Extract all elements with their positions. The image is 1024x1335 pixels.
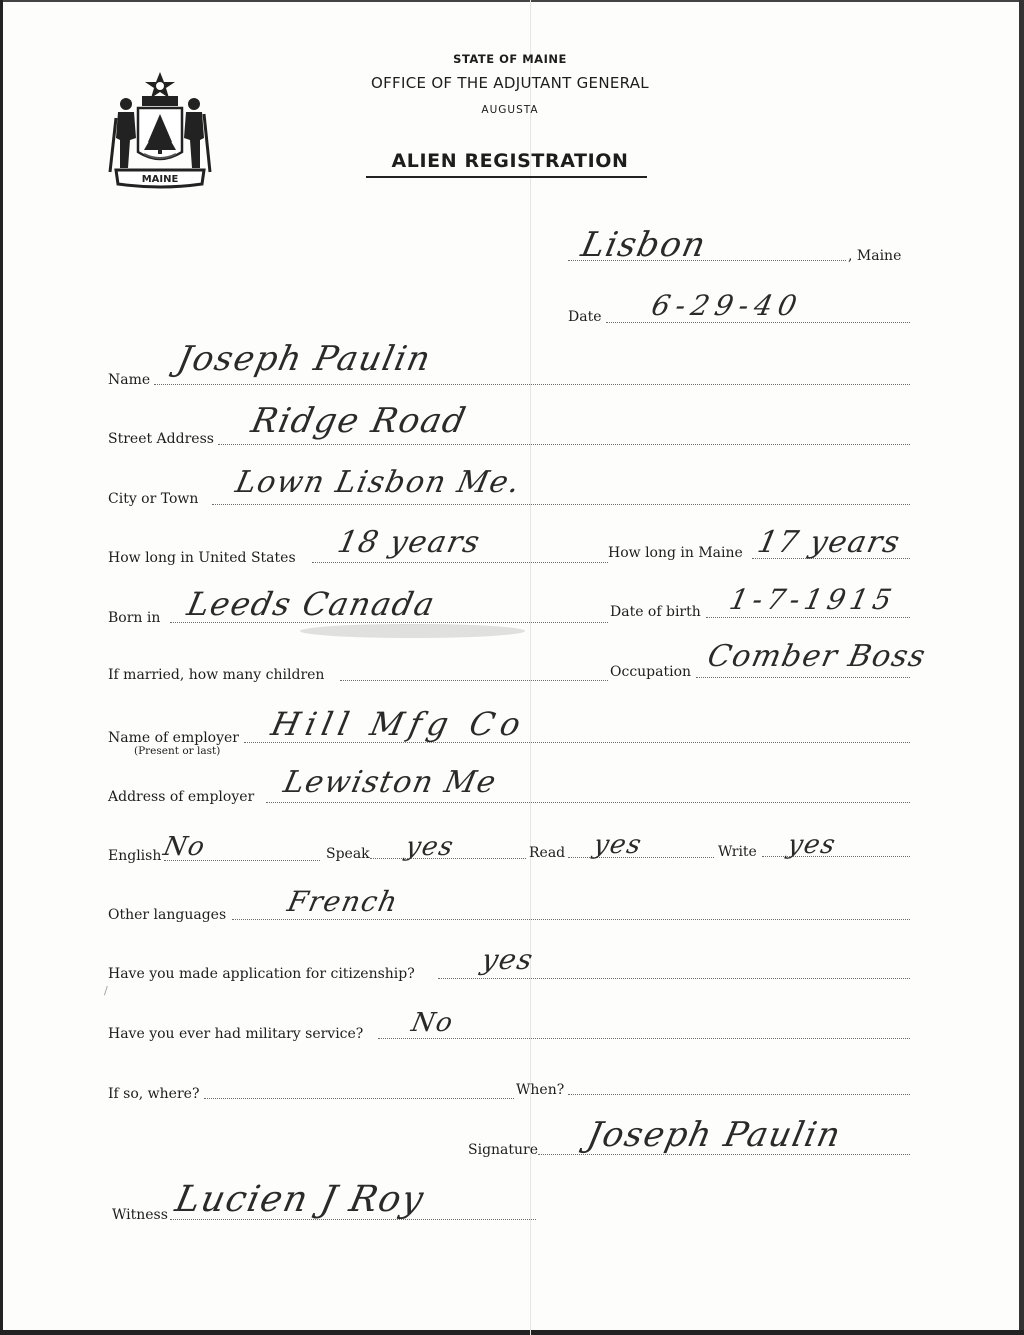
town-value: Lisbon — [577, 225, 711, 265]
read-line — [568, 857, 714, 858]
other-languages-value: French — [284, 885, 402, 918]
maine-state-seal-icon — [108, 68, 212, 192]
form-title: ALIEN REGISTRATION — [391, 150, 629, 172]
where-line — [204, 1098, 514, 1099]
occupation-line — [696, 677, 910, 678]
employer-address-value: Lewiston Me — [280, 765, 501, 800]
ink-smudge — [300, 624, 525, 638]
occupation-value: Comber Boss — [704, 639, 930, 674]
read-label: Read — [529, 845, 566, 861]
dob-label: Date of birth — [610, 604, 701, 620]
write-label: Write — [718, 844, 757, 860]
occupation-label: Occupation — [610, 664, 692, 680]
employer-value: Hill Mfg Co — [267, 705, 530, 743]
signature-value: Joseph Paulin — [583, 1115, 846, 1155]
maine-suffix-label: , Maine — [848, 248, 902, 264]
date-label: Date — [568, 309, 602, 325]
employer-label: Name of employer — [108, 730, 239, 746]
name-label: Name — [108, 372, 151, 388]
when-line — [568, 1094, 910, 1095]
paper-fold-line — [530, 0, 531, 1335]
citizenship-value: yes — [478, 943, 537, 976]
name-value: Joseph Paulin — [173, 339, 436, 379]
english-value: No — [160, 832, 209, 862]
office-heading: OFFICE OF THE ADJUTANT GENERAL — [371, 74, 649, 92]
speak-value: yes — [402, 832, 458, 862]
maine-duration-label: How long in Maine — [608, 545, 743, 561]
citizenship-line — [438, 978, 910, 979]
scan-border-right — [1019, 0, 1024, 1335]
scan-border-left — [0, 0, 3, 1335]
witness-value: Lucien J Roy — [171, 1179, 429, 1220]
speak-label: Speak — [326, 846, 370, 862]
title-underline — [366, 176, 647, 178]
us-duration-label: How long in United States — [108, 550, 296, 566]
employer-address-label: Address of employer — [108, 789, 255, 805]
employer-sublabel: (Present or last) — [134, 745, 221, 757]
other-languages-label: Other languages — [108, 907, 227, 923]
employer-address-line — [266, 802, 910, 803]
read-value: yes — [590, 830, 646, 860]
citizenship-label: Have you made application for citizenship? — [108, 966, 415, 982]
seal-text: MAINE — [141, 174, 179, 185]
date-value: 6-29-40 — [648, 289, 806, 322]
maine-duration-value: 17 years — [754, 525, 904, 560]
signature-label: Signature — [468, 1142, 539, 1158]
city-line — [212, 504, 910, 505]
military-value: No — [408, 1008, 457, 1038]
dob-value: 1-7-1915 — [726, 583, 900, 616]
street-value: Ridge Road — [247, 401, 471, 441]
children-line — [340, 680, 608, 681]
street-label: Street Address — [108, 431, 214, 447]
write-value: yes — [784, 830, 840, 860]
stray-mark: / — [104, 984, 108, 997]
city-value: Lown Lisbon Me. — [232, 465, 524, 500]
military-label: Have you ever had military service? — [108, 1026, 364, 1042]
us-duration-line — [312, 562, 608, 563]
scan-border-top — [0, 0, 1024, 2]
military-line — [378, 1038, 910, 1039]
street-line — [218, 444, 910, 445]
dob-line — [706, 617, 910, 618]
where-label: If so, where? — [108, 1086, 200, 1102]
children-label: If married, how many children — [108, 667, 325, 683]
city-label: City or Town — [108, 491, 199, 507]
scan-border-bottom — [0, 1330, 1024, 1335]
other-languages-line — [232, 919, 910, 920]
birthplace-label: Born in — [108, 610, 161, 626]
us-duration-value: 18 years — [334, 525, 484, 560]
city-heading: AUGUSTA — [481, 104, 539, 116]
name-line — [154, 384, 910, 385]
when-label: When? — [516, 1082, 565, 1098]
english-label: English — [108, 848, 162, 864]
state-heading: STATE OF MAINE — [453, 52, 567, 66]
witness-label: Witness — [112, 1207, 168, 1223]
write-line — [762, 856, 910, 857]
date-line — [606, 322, 910, 323]
birthplace-value: Leeds Canada — [183, 585, 440, 623]
